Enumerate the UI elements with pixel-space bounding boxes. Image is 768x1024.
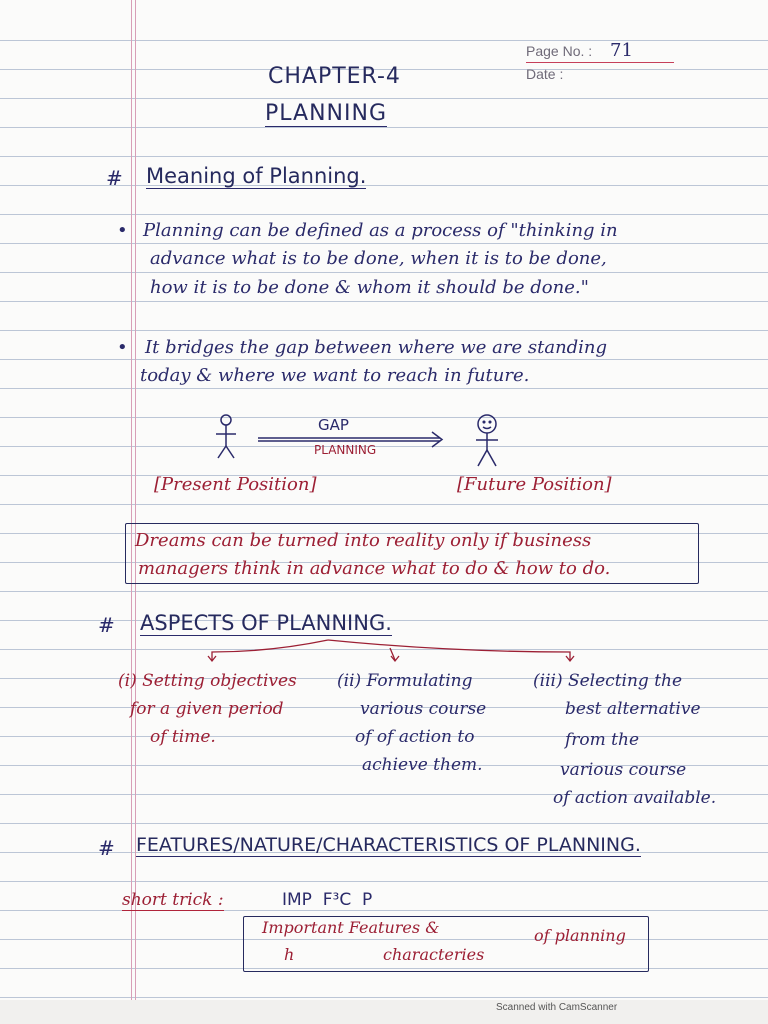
aspect-3-line-1: (iii) Selecting the: [533, 671, 683, 691]
aspect-1-line-2: for a given period: [130, 699, 284, 719]
trick-box-line-2a: h: [284, 945, 295, 964]
page-no-value: 71: [610, 40, 633, 61]
section-meaning-heading: Meaning of Planning.: [146, 164, 367, 188]
future-position-label: [Future Position]: [457, 474, 612, 495]
hash-bullet-2: #: [98, 613, 115, 637]
hash-bullet-1: #: [106, 166, 123, 190]
aspects-branch-lines: [200, 638, 590, 666]
bullet-dot-2: •: [117, 337, 128, 358]
trick-box-line-2b: characteries: [383, 945, 485, 964]
aspect-2-line-1: (ii) Formulating: [337, 671, 473, 691]
aspect-2-line-2: various course: [360, 699, 487, 719]
bridge-line-2: today & where we want to reach in future.: [140, 365, 530, 386]
date-label: Date :: [526, 66, 564, 82]
section-aspects-heading: ASPECTS OF PLANNING.: [140, 611, 392, 635]
aspect-3-line-3: from the: [565, 730, 640, 750]
aspect-3-line-4: various course: [560, 760, 687, 780]
page-no-label: Page No. :: [526, 43, 593, 59]
stick-figure-future-icon: [476, 415, 498, 466]
stick-figure-present-icon: [216, 415, 236, 458]
bridge-line-1: It bridges the gap between where we are standing: [145, 337, 608, 358]
aspect-2-line-3: of of action to: [355, 727, 475, 747]
meaning-line-1: Planning can be defined as a process of "thinking in: [143, 220, 618, 241]
aspect-3-line-5: of action available.: [553, 788, 717, 808]
present-position-label: [Present Position]: [154, 474, 317, 495]
dreams-line-2: managers think in advance what to do & how to do.: [138, 558, 611, 579]
chapter-title: CHAPTER-4: [268, 64, 401, 89]
scanner-watermark: Scanned with CamScanner: [496, 1002, 618, 1013]
bullet-dot-1: •: [117, 220, 128, 241]
meaning-line-3: how it is to be done & whom it should be done.": [150, 277, 589, 298]
hash-bullet-3: #: [98, 836, 115, 860]
margin-line: [131, 0, 132, 1000]
trick-box-line-1b: of planning: [534, 926, 626, 945]
subject-title: PLANNING: [265, 101, 387, 126]
aspect-2-line-4: achieve them.: [362, 755, 483, 775]
aspect-1-line-3: of time.: [150, 727, 216, 747]
trick-box-line-1a: Important Features &: [262, 918, 440, 937]
short-trick-code: IMP F³C P: [282, 890, 373, 910]
gap-label: GAP: [318, 416, 349, 434]
meaning-line-2: advance what is to be done, when it is to be done,: [150, 248, 607, 269]
aspect-1-line-1: (i) Setting objectives: [118, 671, 297, 691]
aspect-3-line-2: best alternative: [565, 699, 701, 719]
date-divider: [526, 62, 674, 63]
section-features-heading: FEATURES/NATURE/CHARACTERISTICS OF PLANNING.: [136, 834, 641, 856]
dreams-line-1: Dreams can be turned into reality only if business: [135, 530, 592, 551]
planning-arrow-label: PLANNING: [314, 443, 377, 457]
gap-diagram: [210, 410, 510, 472]
short-trick-label: short trick :: [122, 890, 224, 910]
